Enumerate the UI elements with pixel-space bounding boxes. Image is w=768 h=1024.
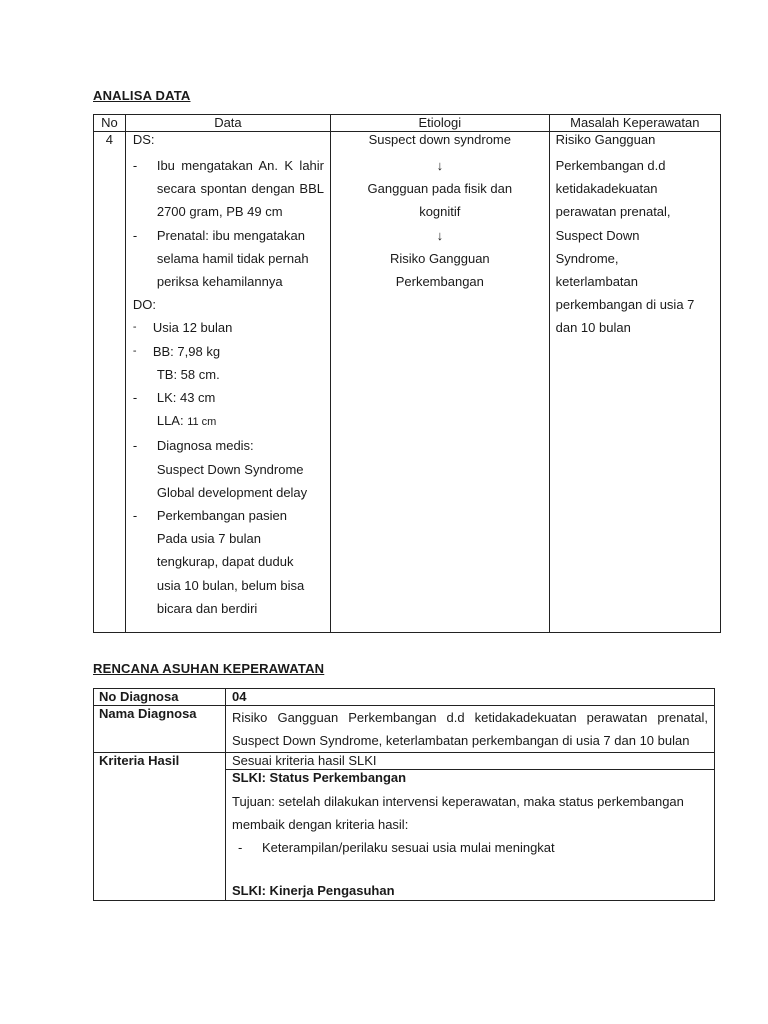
- masalah-line: Risiko Gangguan: [555, 132, 656, 147]
- row-number: 4: [94, 132, 126, 633]
- header-etiologi: Etiologi: [331, 115, 550, 132]
- etiologi-line: Suspect down syndrome: [368, 132, 511, 147]
- no-diagnosa-value: 04: [226, 689, 715, 706]
- etiologi-line: Perkembangan: [395, 274, 484, 290]
- table-row: [94, 706, 715, 753]
- analisa-data-title: ANALISA DATA: [93, 88, 191, 103]
- do-perkembangan-2: Pada usia 7 bulan: [156, 531, 261, 547]
- bullet-dash: -: [132, 158, 138, 173]
- list-item: [133, 224, 324, 294]
- slki-status-title: SLKI: Status Perkembangan: [232, 770, 407, 785]
- table-row: [94, 132, 721, 633]
- do-perkembangan-3: tengkurap, dapat duduk: [156, 554, 294, 570]
- do-lla-value: 11 cm: [187, 416, 217, 429]
- masalah-line: Syndrome,: [555, 250, 619, 266]
- masalah-line: perkembangan di usia 7: [555, 297, 695, 313]
- rencana-asuhan-title: RENCANA ASUHAN KEPERAWATAN: [93, 661, 325, 676]
- do-perkembangan-1: Perkembangan pasien: [156, 508, 287, 524]
- do-diagnosa-2: Suspect Down Syndrome: [156, 461, 304, 477]
- list-item: [133, 504, 324, 527]
- masalah-line: perawatan prenatal,: [555, 204, 671, 220]
- bullet-dash: -: [132, 344, 137, 357]
- do-label: DO:: [132, 297, 156, 313]
- header-data: Data: [125, 115, 330, 132]
- kriteria-hasil-value: Sesuai kriteria hasil SLKI: [226, 753, 715, 770]
- masalah-line: Perkembangan d.d: [555, 158, 666, 173]
- bullet-dash: -: [132, 227, 138, 243]
- masalah-line: keterlambatan: [555, 274, 639, 290]
- do-diagnosa-3: Global development delay: [156, 484, 308, 500]
- masalah-line: dan 10 bulan: [555, 320, 631, 336]
- do-perkembangan-5: bicara dan berdiri: [156, 600, 258, 616]
- table-row: [94, 753, 715, 770]
- kriteria-item: Keterampilan/perilaku sesuai usia mulai meningkat: [262, 840, 555, 855]
- do-perkembangan-4: usia 10 bulan, belum bisa: [156, 577, 305, 593]
- down-arrow-icon: ↓: [436, 227, 444, 243]
- data-cell: [125, 132, 330, 633]
- kriteria-hasil-label: Kriteria Hasil: [94, 753, 226, 901]
- masalah-cell: [549, 132, 720, 633]
- analisa-data-table: [93, 114, 721, 633]
- no-diagnosa-label: No Diagnosa: [94, 689, 226, 706]
- do-tb: TB: 58 cm.: [156, 366, 220, 382]
- ds-label: DS:: [132, 132, 155, 147]
- ds-item-text: Ibu mengatakan An. K lahir secara spontan dengan BBL 2700 gram, PB 49 cm: [156, 158, 324, 220]
- bullet-dash: -: [132, 508, 138, 524]
- nama-diagnosa-label: Nama Diagnosa: [94, 706, 226, 753]
- list-item: [133, 386, 324, 409]
- slki-kinerja-title: SLKI: Kinerja Pengasuhan: [232, 883, 395, 898]
- do-bb: BB: 7,98 kg: [152, 343, 221, 359]
- list-item: [133, 340, 324, 363]
- rencana-asuhan-table: [93, 688, 715, 901]
- etiologi-cell: [331, 132, 550, 633]
- etiologi-line: Gangguan pada fisik dan: [367, 181, 513, 197]
- nama-diagnosa-value: Risiko Gangguan Perkembangan d.d ketidakadekuatan perawatan prenatal, Suspect Down Syndrome, keterlambatan perkembangan di usia 7 dan 10 bulan: [226, 706, 715, 753]
- table-header-row: [94, 115, 721, 132]
- masalah-line: Suspect Down: [555, 227, 640, 243]
- do-diagnosa-1: Diagnosa medis:: [156, 438, 254, 454]
- list-item: [133, 154, 324, 224]
- list-item: [133, 316, 324, 339]
- down-arrow-icon: ↓: [436, 158, 444, 173]
- list-item: [133, 434, 324, 457]
- ds-item-text: Prenatal: ibu mengatakan selama hamil tidak pernah periksa kehamilannya: [156, 227, 309, 290]
- bullet-dash: -: [132, 438, 138, 454]
- bullet-dash: -: [238, 840, 243, 855]
- etiologi-line: Risiko Gangguan: [389, 250, 490, 266]
- do-usia: Usia 12 bulan: [152, 320, 233, 336]
- etiologi-line: kognitif: [419, 204, 461, 220]
- masalah-line: ketidakadekuatan: [555, 181, 658, 197]
- do-lla-label: LLA:: [156, 413, 188, 429]
- tujuan-text: Tujuan: setelah dilakukan intervensi keperawatan, maka status perkembangan membaik dengan kriteria hasil:: [232, 794, 684, 832]
- table-row: [94, 689, 715, 706]
- do-lla: [133, 409, 324, 434]
- slki-cell: [226, 770, 715, 901]
- list-item: [232, 836, 708, 859]
- header-masalah: Masalah Keperawatan: [549, 115, 720, 132]
- header-no: No: [94, 115, 126, 132]
- do-lk: LK: 43 cm: [156, 390, 216, 406]
- bullet-dash: -: [132, 390, 138, 406]
- bullet-dash: -: [132, 321, 137, 334]
